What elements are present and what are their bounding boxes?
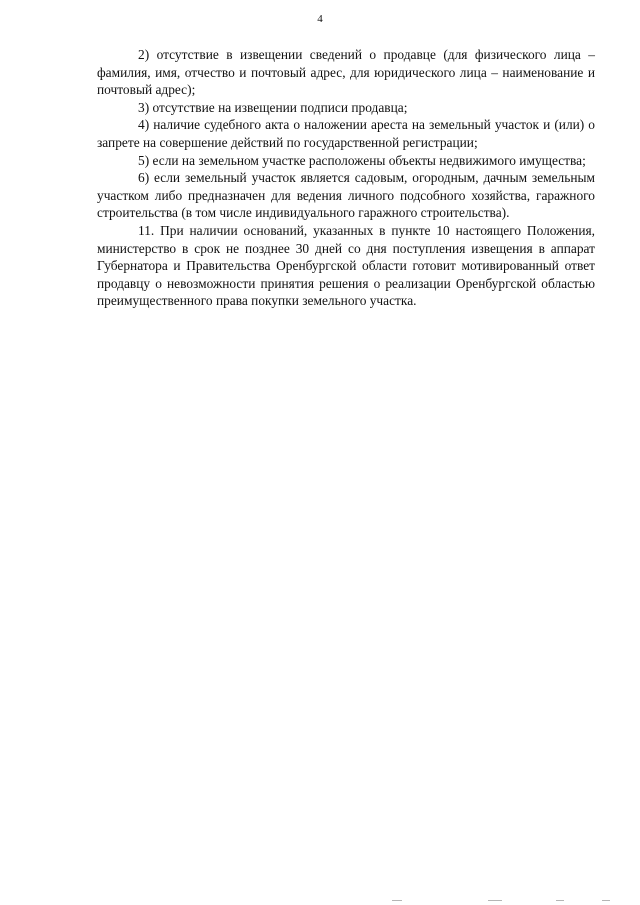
paragraph-clause-11: 11. При наличии оснований, указанных в пункте 10 настоящего Положения, министерство в срок не позднее 30 дней со дня поступления извещения в аппарат Губернатора и Правительства Оренбургской области готовит мотивированный ответ продавцу о невозможности принятия решения о реализации Оренбургской областью преимущественного права покупки земельного участка. bbox=[97, 222, 595, 309]
footer-mark bbox=[488, 900, 502, 901]
paragraph-item-2: 2) отсутствие в извещении сведений о продавце (для физического лица – фамилия, имя, отчество и почтовый адрес, для юридического лица – наименование и почтовый адрес); bbox=[97, 47, 595, 98]
document-body bbox=[97, 46, 595, 310]
paragraph-item-3: 3) отсутствие на извещении подписи продавца; bbox=[138, 99, 408, 115]
paragraph-item-6: 6) если земельный участок является садовым, огородным, дачным земельным участком либо предназначен для ведения личного подсобного хозяйства, гаражного строительства (в том числе индивидуального гаражного строительства). bbox=[97, 170, 595, 221]
footer-mark bbox=[602, 900, 610, 901]
footer-mark bbox=[392, 900, 402, 901]
footer-mark bbox=[556, 900, 564, 901]
paragraph-item-5: 5) если на земельном участке расположены объекты недвижимого имущества; bbox=[138, 152, 586, 168]
page-number: 4 bbox=[317, 13, 323, 25]
paragraph-item-4: 4) наличие судебного акта о наложении ареста на земельный участок и (или) о запрете на совершение действий по государственной регистрации; bbox=[97, 117, 595, 150]
footer-scan-marks bbox=[0, 897, 640, 905]
